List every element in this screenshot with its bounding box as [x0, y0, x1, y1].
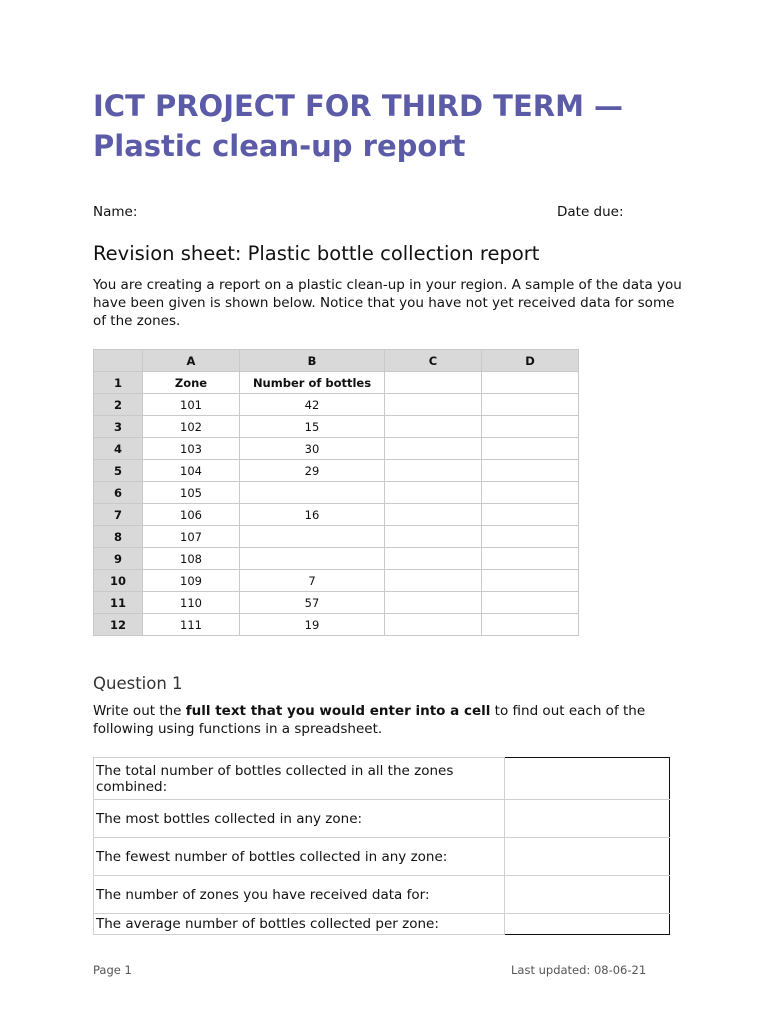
table-row	[94, 438, 579, 460]
table-row	[94, 372, 579, 394]
column-header-c: C	[385, 350, 482, 372]
column-header-d: D	[482, 350, 579, 372]
question-cell: The total number of bottles collected in all the zones combined:	[94, 758, 505, 800]
bottles-header-cell: Number of bottles	[240, 372, 385, 394]
answer-cell[interactable]	[505, 876, 670, 914]
empty-cell	[385, 526, 482, 548]
table-row	[94, 416, 579, 438]
instruction-text-end: to find out each of the following using functions in a spreadsheet.	[93, 703, 646, 737]
empty-cell	[482, 614, 579, 636]
bottles-cell: 57	[240, 592, 385, 614]
table-row	[94, 482, 579, 504]
row-header: 7	[94, 504, 143, 526]
bottles-cell: 29	[240, 460, 385, 482]
empty-cell	[385, 416, 482, 438]
bottles-cell	[240, 526, 385, 548]
empty-cell	[482, 592, 579, 614]
zone-cell: 109	[143, 570, 240, 592]
table-row	[94, 592, 579, 614]
row-header: 9	[94, 548, 143, 570]
date-due-label: Date due:	[557, 204, 624, 220]
empty-cell	[482, 526, 579, 548]
bottles-cell: 7	[240, 570, 385, 592]
empty-cell	[385, 482, 482, 504]
zone-cell: 103	[143, 438, 240, 460]
empty-cell	[385, 548, 482, 570]
name-label: Name:	[93, 204, 138, 220]
question-cell: The average number of bottles collected per zone:	[94, 914, 505, 935]
bottles-cell	[240, 548, 385, 570]
zone-cell: 108	[143, 548, 240, 570]
empty-cell	[482, 416, 579, 438]
zone-cell: 111	[143, 614, 240, 636]
bottles-cell: 16	[240, 504, 385, 526]
row-header: 5	[94, 460, 143, 482]
bottles-cell: 42	[240, 394, 385, 416]
intro-paragraph: You are creating a report on a plastic clean-up in your region. A sample of the data you have been given is shown below. Notice that you have not yet received data for some of the zones.	[93, 277, 682, 329]
row-header: 10	[94, 570, 143, 592]
answer-cell[interactable]	[505, 914, 670, 935]
table-row	[94, 526, 579, 548]
title-line-1: ICT PROJECT FOR THIRD TERM —	[93, 89, 624, 123]
empty-cell	[385, 504, 482, 526]
instruction-text: Write out the	[93, 703, 186, 719]
table-row	[94, 614, 579, 636]
answer-cell[interactable]	[505, 800, 670, 838]
table-row	[94, 504, 579, 526]
section-subtitle: Revision sheet: Plastic bottle collection report	[93, 242, 540, 265]
spreadsheet-table	[93, 349, 579, 636]
empty-cell	[385, 438, 482, 460]
question-cell: The number of zones you have received data for:	[94, 876, 505, 914]
empty-cell	[482, 394, 579, 416]
table-row	[94, 548, 579, 570]
title-line-2: Plastic clean-up report	[93, 129, 466, 163]
zone-cell: 107	[143, 526, 240, 548]
row-header: 11	[94, 592, 143, 614]
zone-cell: 104	[143, 460, 240, 482]
question-row	[94, 800, 670, 838]
table-row	[94, 460, 579, 482]
answer-cell[interactable]	[505, 758, 670, 800]
answer-table	[93, 757, 670, 935]
row-header: 12	[94, 614, 143, 636]
empty-cell	[385, 570, 482, 592]
row-header: 1	[94, 372, 143, 394]
empty-cell	[385, 592, 482, 614]
zone-cell: 110	[143, 592, 240, 614]
question-row	[94, 876, 670, 914]
row-header: 3	[94, 416, 143, 438]
empty-cell	[482, 504, 579, 526]
zone-header-cell: Zone	[143, 372, 240, 394]
empty-cell	[385, 614, 482, 636]
question-cell: The most bottles collected in any zone:	[94, 800, 505, 838]
document-title	[93, 86, 713, 166]
table-row	[94, 394, 579, 416]
question-heading: Question 1	[93, 674, 183, 693]
question-row	[94, 914, 670, 935]
table-row	[94, 570, 579, 592]
row-header: 2	[94, 394, 143, 416]
last-updated: Last updated: 08-06-21	[511, 963, 647, 977]
corner-cell	[94, 350, 143, 372]
bottles-cell: 15	[240, 416, 385, 438]
empty-cell	[385, 460, 482, 482]
bottles-cell: 19	[240, 614, 385, 636]
answer-cell[interactable]	[505, 838, 670, 876]
empty-cell	[482, 548, 579, 570]
zone-cell: 106	[143, 504, 240, 526]
empty-cell	[482, 372, 579, 394]
column-header-a: A	[143, 350, 240, 372]
empty-cell	[482, 460, 579, 482]
zone-cell: 105	[143, 482, 240, 504]
zone-cell: 102	[143, 416, 240, 438]
row-header: 8	[94, 526, 143, 548]
empty-cell	[482, 482, 579, 504]
empty-cell	[482, 438, 579, 460]
column-header-b: B	[240, 350, 385, 372]
empty-cell	[385, 372, 482, 394]
empty-cell	[385, 394, 482, 416]
bottles-cell	[240, 482, 385, 504]
row-header: 6	[94, 482, 143, 504]
question-row	[94, 758, 670, 800]
question-row	[94, 838, 670, 876]
bottles-cell: 30	[240, 438, 385, 460]
instruction-bold-text: full text that you would enter into a cell	[185, 703, 491, 719]
column-header-row	[94, 350, 579, 372]
question-cell: The fewest number of bottles collected in any zone:	[94, 838, 505, 876]
zone-cell: 101	[143, 394, 240, 416]
question-instructions	[93, 702, 693, 738]
page-number: Page 1	[93, 963, 132, 977]
row-header: 4	[94, 438, 143, 460]
empty-cell	[482, 570, 579, 592]
